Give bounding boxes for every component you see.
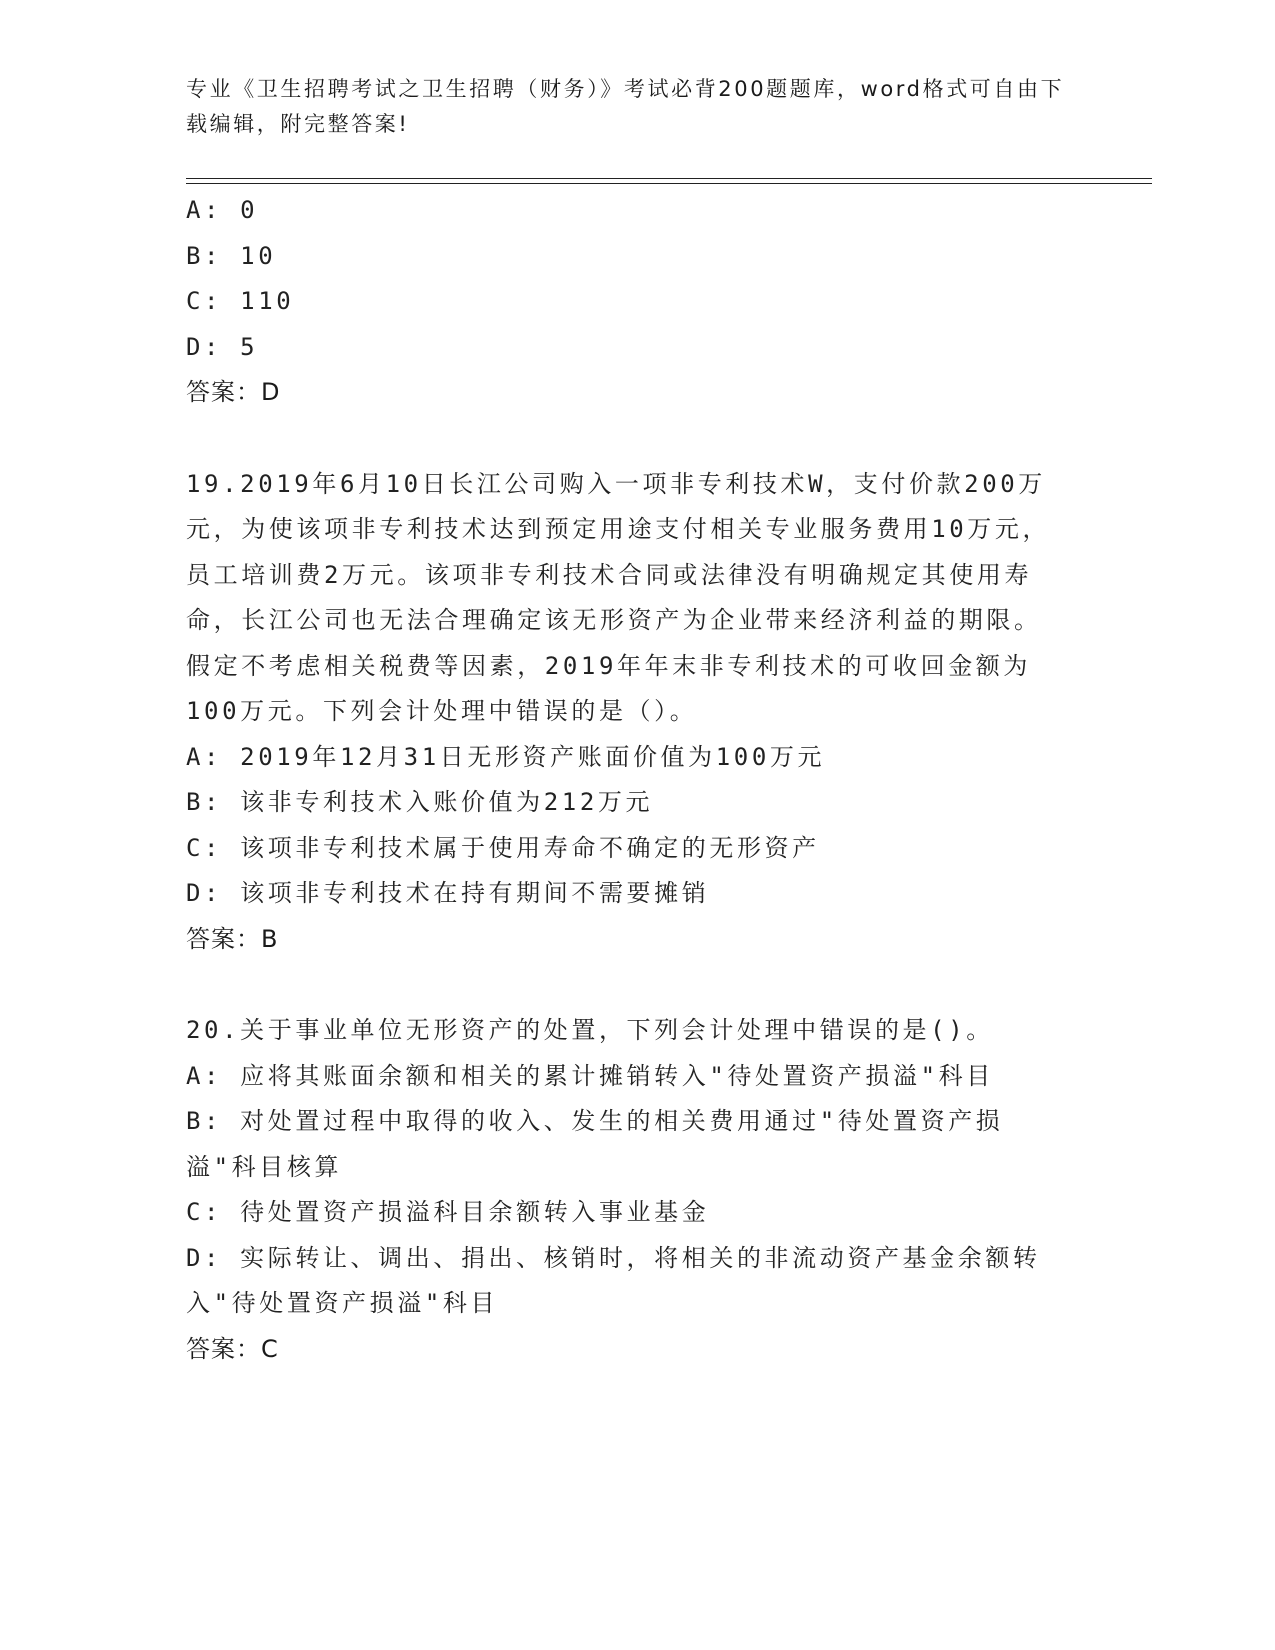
answer-line: 答案：B xyxy=(186,924,279,953)
spacer xyxy=(186,416,1066,462)
option-d: D: 5 xyxy=(186,332,259,361)
question-stem: 19.2019年6月10日长江公司购入一项非专利技术W，支付价款200万元，为使该项非专利技术达到预定用途支付相关专业服务费用10万元，员工培训费2万元。该项非专利技术合同或法律没有明确规定其使用寿命，长江公司也无法合理确定该无形资产为企业带来经济利益的期限。假定不考虑相关税费等因素，2019年年末非专利技术的可收回金额为100万元。下列会计处理中错误的是（）。 xyxy=(186,469,1051,725)
document-body xyxy=(186,188,1066,1372)
option-c: C: 该项非专利技术属于使用寿命不确定的无形资产 xyxy=(186,833,820,862)
option-c: C: 待处置资产损溢科目余额转入事业基金 xyxy=(186,1198,710,1226)
option-b: B: 该非专利技术入账价值为212万元 xyxy=(186,788,654,816)
option-b: B: 10 xyxy=(186,241,277,270)
question-stem: 20.关于事业单位无形资产的处置，下列会计处理中错误的是()。 xyxy=(186,1016,994,1044)
answer-line: 答案：C xyxy=(186,1334,279,1363)
header-divider-top xyxy=(186,178,1152,179)
option-a: A: 应将其账面余额和相关的累计摊销转入"待处置资产损溢"科目 xyxy=(186,1061,994,1090)
option-d: D: 该项非专利技术在持有期间不需要摊销 xyxy=(186,879,710,907)
option-c: C: 110 xyxy=(186,287,295,315)
spacer xyxy=(186,962,1066,1008)
question-18 xyxy=(186,188,1066,416)
option-b: B: 对处置过程中取得的收入、发生的相关费用通过"待处置资产损溢"科目核算 xyxy=(186,1107,1004,1181)
answer-line: 答案：D xyxy=(186,378,281,406)
question-20 xyxy=(186,1008,1066,1372)
option-a: A: 0 xyxy=(186,196,259,224)
document-header: 专业《卫生招聘考试之卫生招聘（财务）》考试必背200题题库，word格式可自由下载编辑，附完整答案! xyxy=(186,77,1065,136)
option-a: A: 2019年12月31日无形资产账面价值为100万元 xyxy=(186,742,826,771)
question-19 xyxy=(186,462,1066,963)
option-d: D: 实际转让、调出、捐出、核销时，将相关的非流动资产基金余额转入"待处置资产损溢"科目 xyxy=(186,1243,1041,1317)
header-divider-bottom xyxy=(186,183,1152,184)
